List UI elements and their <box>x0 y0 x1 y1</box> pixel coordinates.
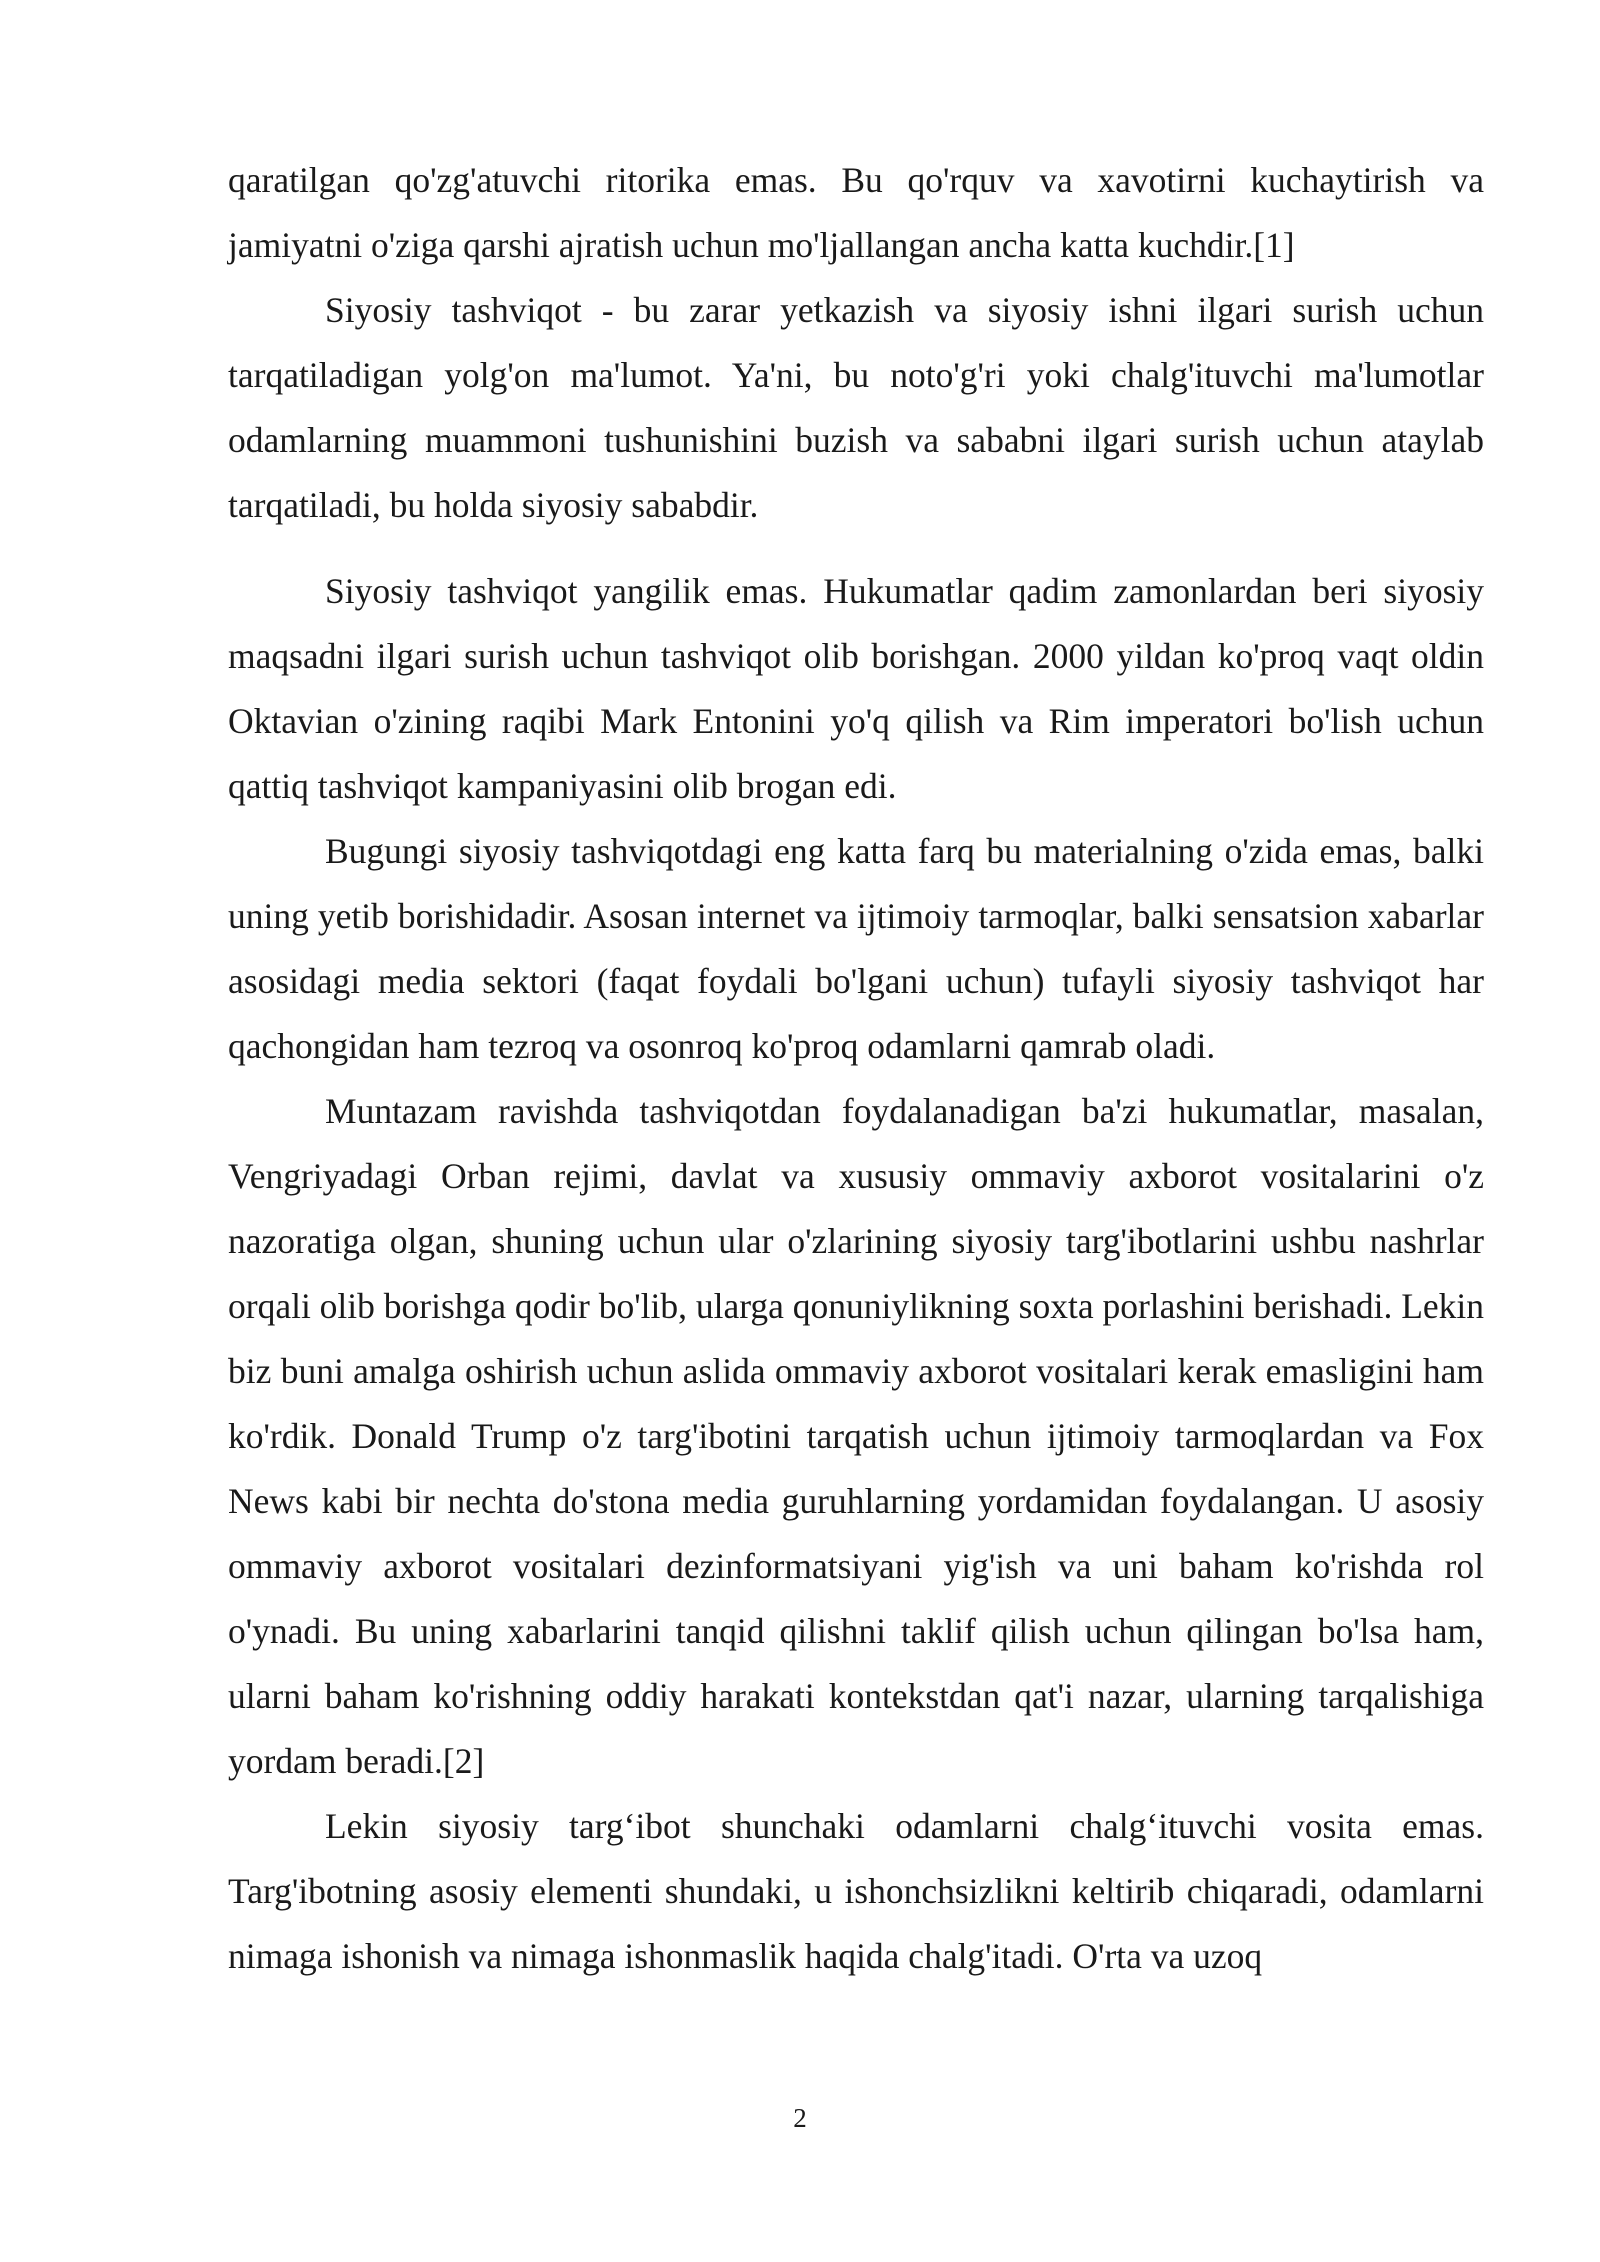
paragraph-propaganda-definition: Siyosiy tashviqot - bu zarar yetkazish va siyosiy ishni ilgari surish uchun tarqatiladigan yolg'on ma'lumot. Ya'ni, bu noto'g'ri yoki chalg'ituvchi ma'lumotlar odamlarning muammoni tushunishini buzish va sababni ilgari surish uchun ataylab tarqatiladi, bu holda siyosiy sababdir. <box>228 290 1484 525</box>
paragraph-modern-reach: Bugungi siyosiy tashviqotdagi eng katta farq bu materialning o'zida emas, balki uning yetib borishidadir. Asosan internet va ijtimoiy tarmoqlar, balki sensatsion xabarlar asosidagi media sektori (faqat foydali bo'lgani uchun) tufayli siyosiy tashviqot har qachongidan ham tezroq va osonroq ko'proq odamlarni qamrab oladi. <box>228 831 1484 1066</box>
paragraph-distrust: Lekin siyosiy targ‘ibot shunchaki odamlarni chalg‘ituvchi vosita emas. Targ'ibotning asosiy elementi shundaki, u ishonchsizlikni keltirib chiqaradi, odamlarni nimaga ishonish va nimaga ishonmaslik haqida chalg'itadi. O'rta va uzoq <box>228 1806 1484 1976</box>
page-number: 2 <box>793 2103 807 2133</box>
body-text <box>228 148 1484 1989</box>
paragraph-continuation: qaratilgan qo'zg'atuvchi ritorika emas. Bu qo'rquv va xavotirni kuchaytirish va jamiyatni o'ziga qarshi ajratish uchun mo'ljallangan ancha katta kuchdir.[1] <box>228 160 1484 265</box>
paragraph-government-examples: Muntazam ravishda tashviqotdan foydalanadigan ba'zi hukumatlar, masalan, Vengriyadagi Orban rejimi, davlat va xususiy ommaviy axborot vositalarini o'z nazoratiga olgan, shuning uchun ular o'zlarining siyosiy targ'ibotlarini ushbu nashrlar orqali olib borishga qodir bo'lib, ularga qonuniylikning soxta porlashini berishadi. Lekin biz buni amalga oshirish uchun aslida ommaviy axborot vositalari kerak emasligini ham ko'rdik. Donald Trump o'z targ'ibotini tarqatish uchun ijtimoiy tarmoqlardan va Fox News kabi bir nechta do'stona media guruhlarning yordamidan foydalangan. U asosiy ommaviy axborot vositalari dezinformatsiyani yig'ish va uni baham ko'rishda rol o'ynadi. Bu uning xabarlarini tanqid qilishni taklif qilish uchun qilingan bo'lsa ham, ularni baham ko'rishning oddiy harakati kontekstdan qat'i nazar, ularning tarqalishiga yordam beradi.[2] <box>228 1091 1484 1781</box>
paragraph-propaganda-history: Siyosiy tashviqot yangilik emas. Hukumatlar qadim zamonlardan beri siyosiy maqsadni ilgari surish uchun tashviqot olib borishgan. 2000 yildan ko'proq vaqt oldin Oktavian o'zining raqibi Mark Entonini yo'q qilish va Rim imperatori bo'lish uchun qattiq tashviqot kampaniyasini olib brogan edi. <box>228 571 1484 806</box>
